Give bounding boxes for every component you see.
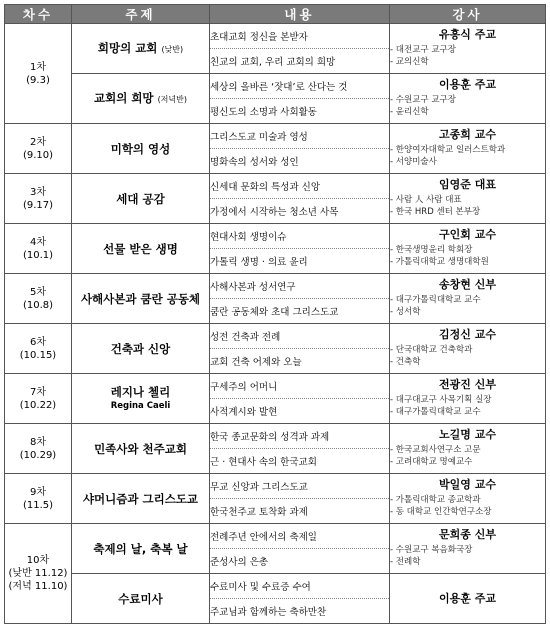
lecturer-affiliation: - 동 대학교 인간학연구소장 — [390, 507, 492, 517]
lecturer-affiliation: - 가톨릭대학교 생명대학원 — [390, 257, 489, 267]
lecturer-affiliation: - 대구가톨릭대학교 교수 — [390, 295, 481, 305]
content-item: 명화속의 성서와 성인 — [210, 149, 390, 174]
lecturer-affiliation: - 한양여자대학교 일러스트학과 — [390, 145, 506, 155]
content-item: 구세주의 어머니 — [210, 374, 390, 399]
session-date: (10.15) — [19, 349, 57, 361]
lecturer-cell — [390, 24, 546, 74]
session-number: 9차 — [29, 486, 47, 498]
topic-title: 세대 공감 — [116, 191, 165, 206]
lecturer-name: 임영준 대표 — [439, 178, 496, 191]
session-cell — [5, 424, 72, 474]
header-session: 차수 — [5, 5, 72, 24]
content-item: 주교님과 함께하는 축하만찬 — [210, 599, 390, 624]
lecturer-affiliation: - 사람 人 사람 대표 — [390, 195, 462, 205]
topic-title: 레지나 첼리 — [110, 384, 171, 399]
lecturer-name: 문희종 신부 — [439, 528, 496, 541]
topic-cell — [72, 224, 210, 274]
topic-cell — [72, 374, 210, 424]
lecturer-affiliation: - 한국교회사연구소 고문 — [390, 445, 481, 455]
table-row — [5, 574, 546, 599]
session-cell — [5, 524, 72, 624]
session-cell — [5, 124, 72, 174]
session-number: 4차 — [29, 236, 47, 248]
topic-cell — [72, 124, 210, 174]
topic-cell — [72, 524, 210, 574]
content-item: 준성사의 은총 — [210, 549, 390, 574]
content-item: 수료미사 및 수료증 수여 — [210, 574, 390, 599]
session-date: (9.17) — [22, 199, 54, 211]
session-cell — [5, 474, 72, 524]
lecturer-cell — [390, 524, 546, 574]
topic-note: (저녁반) — [157, 94, 187, 104]
lecturer-name: 고종희 교수 — [439, 128, 496, 141]
lecturer-name: 전광진 신부 — [439, 378, 496, 391]
content-item: 교회 건축 어제와 오늘 — [210, 349, 390, 374]
session-date: (9.10) — [22, 149, 54, 161]
lecturer-name: 노길명 교수 — [439, 428, 496, 441]
session-number: 6차 — [29, 336, 47, 348]
session-cell — [5, 324, 72, 374]
lecturer-cell — [390, 574, 546, 624]
session-date: (9.3) — [26, 74, 50, 86]
topic-title: 수료미사 — [118, 591, 163, 606]
lecturer-name: 김정신 교수 — [439, 328, 496, 341]
content-item: 친교의 교회, 우리 교회의 희망 — [210, 49, 390, 74]
content-item: 전례주년 안에서의 축제일 — [210, 524, 390, 549]
topic-cell — [72, 474, 210, 524]
lecturer-affiliation: - 교의신학 — [390, 57, 429, 67]
topic-cell — [72, 424, 210, 474]
header-topic: 주제 — [72, 5, 210, 24]
table-body — [5, 24, 546, 624]
session-number: 2차 — [29, 136, 47, 148]
topic-cell — [72, 274, 210, 324]
session-date: (10.29) — [19, 449, 57, 461]
session-date: (낮반 11.12) — [8, 568, 68, 579]
session-cell — [5, 274, 72, 324]
topic-title: 건축과 신앙 — [110, 341, 171, 356]
content-item: 성전 건축과 전례 — [210, 324, 390, 349]
lecturer-affiliation: - 서양미술사 — [390, 157, 437, 167]
session-number: 3차 — [29, 186, 47, 198]
content-item: 평신도의 소명과 사회활동 — [210, 99, 390, 124]
topic-cell — [72, 74, 210, 124]
lecturer-cell — [390, 274, 546, 324]
lecturer-affiliation: - 성서학 — [390, 307, 421, 317]
topic-cell — [72, 574, 210, 624]
session-number: 7차 — [29, 386, 47, 398]
lecturer-affiliation: - 대전교구 교구장 — [390, 45, 456, 55]
session-cell — [5, 24, 72, 124]
lecturer-affiliation: - 대구가톨릭대학교 교수 — [390, 407, 481, 417]
session-number: 10차 — [26, 555, 50, 566]
content-item: 신세대 문화의 특성과 신앙 — [210, 174, 390, 199]
topic-title: 선물 받은 생명 — [103, 241, 178, 256]
topic-title: 샤머니즘과 그리스도교 — [82, 491, 199, 506]
lecturer-cell — [390, 74, 546, 124]
table-row — [5, 224, 546, 249]
content-item: 가톨릭 생명 · 의료 윤리 — [210, 249, 390, 274]
content-item: 사적계시와 발현 — [210, 399, 390, 424]
content-item: 한국천주교 토착화 과제 — [210, 499, 390, 524]
lecturer-cell — [390, 424, 546, 474]
table-row — [5, 524, 546, 549]
topic-note: (낮반) — [161, 44, 184, 54]
session-cell — [5, 224, 72, 274]
session-date: (11.5) — [22, 499, 54, 511]
content-item: 현대사회 생명이슈 — [210, 224, 390, 249]
topic-title: 축제의 날, 축복 날 — [93, 541, 188, 556]
table-row — [5, 324, 546, 349]
topic-cell — [72, 24, 210, 74]
lecture-schedule-table — [4, 4, 546, 624]
table-row — [5, 474, 546, 499]
header-content: 내용 — [210, 5, 390, 24]
lecturer-name: 유흥식 주교 — [439, 28, 496, 41]
lecturer-affiliation: - 윤리신학 — [390, 107, 429, 117]
session-number: 8차 — [29, 436, 47, 448]
lecturer-cell — [390, 374, 546, 424]
topic-title: 미학의 영성 — [110, 141, 171, 156]
content-item: 초대교회 정신을 본받자 — [210, 24, 390, 49]
lecturer-affiliation: - 건축학 — [390, 357, 421, 367]
lecturer-affiliation: - 전례학 — [390, 557, 421, 567]
session-cell — [5, 374, 72, 424]
content-item: 가정에서 시작하는 청소년 사목 — [210, 199, 390, 224]
lecturer-name: 이용훈 주교 — [439, 591, 496, 605]
lecturer-name: 구인회 교수 — [439, 228, 496, 241]
lecturer-affiliation: - 한국생명윤리 학회장 — [390, 245, 473, 255]
lecturer-affiliation: - 수원교구 복음화국장 — [390, 545, 473, 555]
topic-subtitle: Regina Caeli — [110, 400, 171, 411]
lecturer-name: 박일영 교수 — [439, 478, 496, 491]
session-date: (10.1) — [22, 249, 54, 261]
table-row — [5, 174, 546, 199]
lecturer-cell — [390, 474, 546, 524]
lecturer-affiliation: - 대구대교구 사목기획 실장 — [390, 395, 492, 405]
lecturer-cell — [390, 224, 546, 274]
lecturer-affiliation: - 한국 HRD 센터 본부장 — [390, 207, 481, 217]
session-date-evening: (저녁 11.10) — [8, 581, 68, 592]
lecturer-cell — [390, 324, 546, 374]
topic-cell — [72, 324, 210, 374]
content-item: 그리스도교 미술과 영성 — [210, 124, 390, 149]
session-number: 5차 — [29, 286, 47, 298]
lecturer-name: 송창현 신부 — [439, 278, 496, 291]
table-row — [5, 374, 546, 399]
table-row — [5, 74, 546, 99]
table-row — [5, 124, 546, 149]
session-date: (10.8) — [22, 299, 54, 311]
lecturer-name: 이용훈 주교 — [439, 78, 496, 91]
content-item: 쿰란 공동체와 초대 그리스도교 — [210, 299, 390, 324]
content-item: 한국 종교문화의 성격과 과제 — [210, 424, 390, 449]
header-lecturer: 강사 — [390, 5, 546, 24]
topic-title: 사해사본과 쿰란 공동체 — [80, 291, 201, 306]
topic-title: 민족사와 천주교회 — [94, 441, 187, 456]
content-item: 세상의 올바른 ‘잣대’로 산다는 것 — [210, 74, 390, 99]
lecturer-affiliation: - 가톨릭대학교 종교학과 — [390, 495, 481, 505]
table-row — [5, 424, 546, 449]
content-item: 사해사본과 성서연구 — [210, 274, 390, 299]
session-date: (10.22) — [19, 399, 57, 411]
table-row — [5, 274, 546, 299]
session-number: 1차 — [29, 61, 47, 73]
lecturer-affiliation: - 고려대학교 명예교수 — [390, 457, 473, 467]
lecturer-affiliation: - 단국대학교 건축학과 — [390, 345, 473, 355]
lecturer-cell — [390, 124, 546, 174]
session-cell — [5, 174, 72, 224]
topic-title: 교회의 희망 — [93, 90, 154, 105]
topic-cell — [72, 174, 210, 224]
lecturer-affiliation: - 수원교구 교구장 — [390, 95, 456, 105]
topic-title: 희망의 교회 — [97, 40, 158, 55]
table-row — [5, 24, 546, 49]
content-item: 무교 신앙과 그리스도교 — [210, 474, 390, 499]
lecturer-cell — [390, 174, 546, 224]
content-item: 근 · 현대사 속의 한국교회 — [210, 449, 390, 474]
table-header-row — [5, 5, 546, 24]
